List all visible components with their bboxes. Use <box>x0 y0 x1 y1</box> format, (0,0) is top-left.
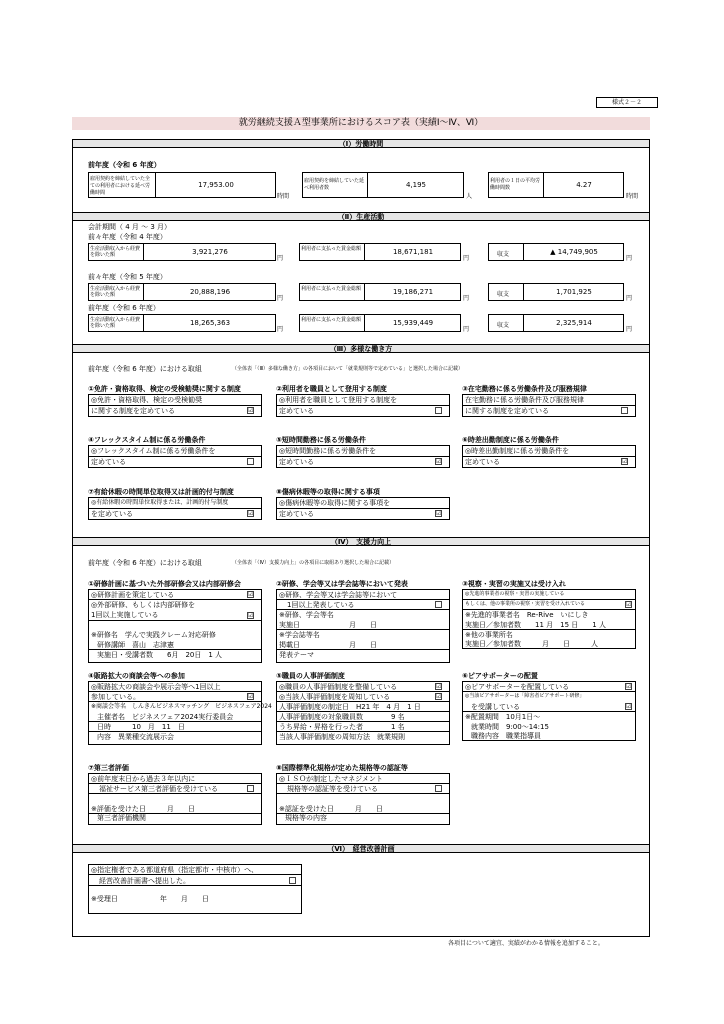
sec4-item5-title: ⑤職員の人事評価制度 <box>276 672 345 680</box>
sec2-row3-a-value: 18,265,363 <box>189 319 231 327</box>
sec3-item7-line1: ◎有給休暇の時間単位取得または、計画的付与制度 <box>91 499 229 506</box>
sec2-row3-b-value: 15,939,449 <box>392 319 434 327</box>
sec4-item3-line1: ◎先進的事業者の視察・実習の実施している <box>465 591 565 597</box>
sec3-item7-box <box>88 497 262 520</box>
sec3-item1-line2: に関する制度を定めている <box>91 407 175 415</box>
sec6-line1: ◎指定権者である都道府県（指定都市・中核市）へ、 <box>91 866 259 874</box>
sec4-item8-checkbox[interactable] <box>435 785 442 792</box>
sec4-item5-detail1: 人事評価制度の制定日 H21 年 4 月 1 日 <box>279 703 421 711</box>
sec2-row3-year: 前年度（令和 6 年度） <box>88 304 160 312</box>
sec4-item5-checkbox-2[interactable]: ☑ <box>436 693 442 700</box>
sec3-item6-line2: 定めている <box>465 458 500 466</box>
sec4-item2-line1: ◎研修、学会等又は学会誌等において <box>279 591 398 599</box>
sec4-item3-detail4: 実施日／参加者数 月 日 人 <box>465 640 598 648</box>
sec3-item1-title: ①免許・資格取得、検定の受検勧奨に関する制度 <box>88 385 241 393</box>
sec1-year: 前年度（令和 6 年度） <box>88 161 161 169</box>
sec4-item6-line1: ◎ピアサポーターを配置している <box>465 683 570 691</box>
sec4-item2-box <box>276 589 450 663</box>
sec2-row2-year: 前々年度（令和 5 年度） <box>88 273 167 281</box>
sec3-item4-line1: ◎フレックスタイム制に係る労働条件を <box>91 447 216 455</box>
sec3-item4-checkbox[interactable] <box>247 458 254 465</box>
sec2-row1-b-value: 18,671,181 <box>392 248 434 256</box>
sec2-row2-c-value: 1,701,925 <box>556 288 592 296</box>
sec2-unit: 円 <box>463 255 470 262</box>
sec2-row3-a <box>88 314 276 332</box>
sec4-item2-checkbox[interactable] <box>435 601 442 608</box>
title-bar <box>72 117 650 130</box>
sec4-item6-detail1: ※配置期間 10月1日～ <box>465 713 541 721</box>
sec2-row3-c-value: 2,325,914 <box>556 319 592 327</box>
sec1-f3-unit: 時間 <box>626 193 639 200</box>
sec3-item7-title: ⑦有給休暇の時間単位取得又は計画的付与制度 <box>88 488 234 496</box>
sec4-item4-title: ④販路拡大の商談会等への参加 <box>88 672 185 680</box>
sec4-item8-line1: ◎ＩＳＯが制定したマネジメント <box>279 775 383 783</box>
sec2-row1-year: 前々年度（令和 4 年度） <box>88 233 167 241</box>
sec6-checkbox[interactable] <box>289 877 296 884</box>
sec4-item4-line2: 参加している。 <box>91 693 140 701</box>
sec2-row1-a <box>88 243 276 261</box>
sec3-item5-title: ⑤短時間勤務に係る労働条件 <box>276 436 366 444</box>
section-4-header: （Ⅳ） 支援力向上 <box>72 537 650 546</box>
sec3-item6-checkbox[interactable]: ☑ <box>622 458 628 465</box>
sec4-note: （全体表「（Ⅳ）支援力向上」の各項目に取組あり選択した場合に記載） <box>232 560 395 566</box>
sec1-f3-value: 4.27 <box>576 181 592 189</box>
sec1-field-1 <box>88 172 276 198</box>
sec3-item3-title: ③在宅勤務に係る労働条件及び服務規律 <box>462 385 587 393</box>
sec3-item8-box <box>276 497 450 520</box>
page-title: 就労継続支援Ａ型事業所におけるスコア表（実績Ⅰ～Ⅳ、Ⅵ） <box>238 118 484 128</box>
sec4-item8-detail1: ※認証を受けた日 月 日 <box>279 805 383 813</box>
sec4-item7-checkbox[interactable] <box>247 785 254 792</box>
sec1-f1-unit: 時間 <box>277 193 290 200</box>
sec2-row1-c <box>488 243 624 261</box>
sec4-item7-line1: ◎前年度末日から過去３年以内に <box>91 775 196 783</box>
sec4-item3-detail2: 実施日／参加者数 11 月 15 日 1 人 <box>465 621 606 629</box>
sec4-item1-detail1: ※研修名 学んで実践クレーム対応研修 <box>91 631 216 639</box>
sec4-item4-checkbox[interactable]: ☑ <box>248 693 254 700</box>
sec4-item6-line2: ◎当該ピアサポーターは「障害者ピアサポート研修」 <box>465 693 585 699</box>
sec2-period: 会計期間（ 4 月 ～ 3 月） <box>88 223 172 231</box>
sec3-item6-line1: ◎時差出勤制度に係る労働条件を <box>465 447 570 455</box>
sec2-label-a: 生産活動収入から経費を除いた額 <box>90 317 141 329</box>
sec3-item3-box <box>462 394 636 417</box>
sec3-item1-line1: ◎免許・資格取得、検定の受検勧奨 <box>91 396 203 404</box>
sec4-item1-detail2: 研修講師 喜山 志津憲 <box>97 641 174 649</box>
sec1-f1-value: 17,953.00 <box>198 181 234 189</box>
sec2-row2-a-value: 20,888,196 <box>189 288 231 296</box>
sec4-item6-box <box>462 681 636 741</box>
sec4-item3-detail3: ※他の事業所名 <box>465 631 513 639</box>
sec2-label-a: 生産活動収入から経費を除いた額 <box>90 286 141 298</box>
section-2-header: （Ⅱ）生産活動 <box>72 212 650 221</box>
sec2-unit: 円 <box>277 295 284 302</box>
sec3-item2-line1: ◎利用者を職員として登用する制度を <box>279 396 398 404</box>
sec3-note: （全体表「（Ⅲ）多様な働き方」の各項目において「就業規則等で定めている」と選択した場合に記載） <box>232 366 463 372</box>
sec2-row2-b-value: 19,186,271 <box>392 288 434 296</box>
section-6-header: （Ⅵ） 経営改善計画 <box>72 844 650 853</box>
sec4-item5-detail2: 人事評価制度の対象職員数 9 名 <box>279 713 405 721</box>
form-number: 様式２－２ <box>611 99 642 106</box>
sec4-item6-title: ⑥ピアサポーターの配置 <box>462 672 538 680</box>
sec4-item5-line1: ◎職員の人事評価制度を整備している <box>279 683 398 691</box>
sec4-item8-box <box>276 773 450 825</box>
sec4-item1-box <box>88 589 262 663</box>
sec4-item6-checkbox-2[interactable]: ☑ <box>626 703 632 710</box>
sec3-item5-box <box>276 445 450 468</box>
sec4-item7-detail1: ※評価を受けた日 月 日 <box>91 805 195 813</box>
sec3-item4-title: ④フレックスタイム制に係る労働条件 <box>88 436 206 444</box>
sec3-intro: 前年度（令和 6 年度）における取組 <box>88 365 202 373</box>
sec2-label-c: 収支 <box>497 322 510 329</box>
sec4-item8-title: ⑧国際標準化規格が定めた規格等の認証等 <box>276 764 408 772</box>
sec3-item7-line2: を定めている <box>91 510 133 518</box>
sec4-item6-detail3: 職務内容 職業指導員 <box>471 732 541 740</box>
sec4-item2-title: ②研修、学会等又は学会誌等において発表 <box>276 580 408 588</box>
sec6-detail1: ※受理日 年 月 日 <box>91 895 209 903</box>
sec4-item2-line2: 1回以上発表している <box>287 601 355 609</box>
sec4-item7-line2: 福祉サービス第三者評価を受けている <box>99 785 218 793</box>
sec4-item1-line2: ◎外部研修、もしくは内部研修を <box>91 601 196 609</box>
sec2-row2-b <box>299 283 461 301</box>
sec2-unit: 円 <box>463 295 470 302</box>
sec3-item8-title: ⑧傷病休暇等の取得に関する事項 <box>276 488 380 496</box>
sec3-item2-line2: 定めている <box>279 407 314 415</box>
sec4-intro: 前年度（令和 6 年度）における取組 <box>88 559 202 567</box>
sec4-item6-checkbox-1[interactable]: ☑ <box>626 683 632 690</box>
sec3-item2-title: ②利用者を職員として登用する制度 <box>276 385 387 393</box>
sec4-item4-detail4: 内容 異業種交流展示会 <box>97 733 174 741</box>
sec3-item2-box <box>276 394 450 417</box>
sec4-item5-checkbox-1[interactable]: ☑ <box>436 683 442 690</box>
sec2-unit: 円 <box>277 326 284 333</box>
footer-note: 各項目について適宜、実績がわかる情報を追加すること。 <box>448 940 604 947</box>
sec1-field-2 <box>302 172 464 198</box>
sec2-row2-c <box>488 283 624 301</box>
sec4-item4-detail3: 日時 10 月 11 日 <box>97 723 185 731</box>
sec4-item2-detail3: ※学会誌等名 <box>279 631 320 639</box>
section-1-header: （Ⅰ）労働時間 <box>72 139 650 148</box>
sec4-item3-box <box>462 589 636 649</box>
sec4-item7-title: ⑦第三者評価 <box>88 764 129 772</box>
sec3-item6-box <box>462 445 636 468</box>
sec2-row3-c <box>488 314 624 332</box>
sec1-f2-value: 4,195 <box>405 181 427 189</box>
sec2-row1-b <box>299 243 461 261</box>
sec4-item4-detail1: ※商談会等名 しんきんビジネスマッチング ビジネスフェア2024 <box>91 703 272 710</box>
sec3-item4-line2: 定めている <box>91 458 126 466</box>
sec4-item1-line3: 1回以上実施している <box>91 611 159 619</box>
sec4-item1-line1: ◎研修計画を策定している <box>91 591 175 599</box>
sec4-item2-detail1: ※研修、学会等名 <box>279 611 334 619</box>
sec2-unit: 円 <box>626 295 633 302</box>
sec1-f3-label: 利用者の１日の平均労働時間数 <box>490 178 541 191</box>
sec4-item1-title: ①研修計画に基づいた外部研修会又は内部研修会 <box>88 580 241 588</box>
sec4-item7-box <box>88 773 262 825</box>
sec3-item6-title: ⑥時差出勤制度に係る労働条件 <box>462 436 559 444</box>
sec6-box <box>88 864 302 914</box>
sec4-item5-detail3: うち昇給・昇格を行った者 1 名 <box>279 723 405 731</box>
sec4-item4-detail2: 主催者名 ビジネスフェア2024実行委員会 <box>97 713 234 721</box>
sec3-item2-checkbox[interactable] <box>435 407 442 414</box>
sec4-item8-detail2: 規格等の内容 <box>285 814 327 822</box>
sec2-unit: 円 <box>463 326 470 333</box>
sec1-f2-label: 雇用契約を締結していた延べ利用者数 <box>304 178 365 191</box>
sec2-label-c: 収支 <box>497 291 510 298</box>
sec3-item3-line1: 在宅勤務に係る労働条件及び服務規律 <box>465 396 584 404</box>
sec3-item3-line2: に関する制度を定めている <box>465 407 549 415</box>
sec4-item3-line2: もしくは、他の事業所の視察・実習を受け入れている <box>465 601 586 607</box>
sec4-item4-box <box>88 681 272 745</box>
sec2-unit: 円 <box>626 255 633 262</box>
sec2-label-b: 利用者に支払った賃金総額 <box>301 246 362 252</box>
sec2-label-a: 生産活動収入から経費を除いた額 <box>90 246 141 258</box>
sec3-item3-checkbox[interactable] <box>621 407 628 414</box>
sec3-item5-line1: ◎短時間勤務に係る労働条件を <box>279 447 377 455</box>
sec2-row3-b <box>299 314 461 332</box>
sec2-row1-c-value: ▲ 14,749,905 <box>550 248 598 256</box>
sec4-item5-box <box>276 681 450 745</box>
sec4-item5-detail4: 当該人事評価制度の周知方法 就業規則 <box>279 733 405 741</box>
sec4-item2-detail2: 実施日 月 日 <box>279 621 377 629</box>
sec1-f1-label: 雇用契約を締結していた全ての利用者における延べ労働時間 <box>90 176 151 196</box>
sec1-field-3 <box>488 172 624 198</box>
sec4-item6-detail2: 就業時間 9:00～14:15 <box>471 723 549 731</box>
sec2-row2-a <box>88 283 276 301</box>
sec3-item5-line2: 定めている <box>279 458 314 466</box>
sec1-f2-unit: 人 <box>466 193 473 200</box>
sec3-item1-box <box>88 394 262 417</box>
sec3-item8-line1: ◎傷病休暇等の取得に関する事項を <box>279 499 391 507</box>
sec6-line2: 経営改善計画書へ提出した。 <box>99 877 190 885</box>
sec2-label-b: 利用者に支払った賃金総額 <box>301 286 362 292</box>
sec2-unit: 円 <box>277 255 284 262</box>
sec4-item8-line2: 規格等の認証等を受けている <box>287 785 378 793</box>
sec3-item5-checkbox[interactable]: ☑ <box>436 458 442 465</box>
sec4-item1-checkbox-2[interactable]: ☑ <box>248 612 254 619</box>
sec4-item2-detail5: 発表テーマ <box>279 651 314 659</box>
sec2-label-c: 収支 <box>497 251 510 258</box>
sec3-item8-checkbox[interactable]: ☑ <box>436 510 442 517</box>
sec2-unit: 円 <box>626 326 633 333</box>
sec2-label-b: 利用者に支払った賃金総額 <box>301 317 362 323</box>
sec4-item6-line3: を受講している <box>471 703 520 711</box>
sec4-item5-line2: ◎当該人事評価制度を周知している <box>279 693 391 701</box>
sec4-item4-line1: ◎販路拡大の商談会や展示会等へ1回以上 <box>91 683 221 691</box>
sec3-item1-checkbox[interactable]: ☑ <box>248 407 254 414</box>
sec3-item4-box <box>88 445 262 468</box>
sec4-item7-detail2: 第三者評価機関 <box>97 814 146 822</box>
sec4-item1-detail3: 実施日・受講者数 6月 20日 1 人 <box>97 651 223 659</box>
sec3-item7-checkbox[interactable]: ☑ <box>248 510 254 517</box>
sec2-row1-a-value: 3,921,276 <box>192 248 228 256</box>
sec4-item3-title: ③視察・実習の実施又は受け入れ <box>462 580 566 588</box>
sec3-item8-line2: 定めている <box>279 510 314 518</box>
section-3-header: （Ⅲ）多様な働き方 <box>72 344 650 353</box>
sec4-item2-detail4: 掲載日 月 日 <box>279 641 377 649</box>
sec4-item1-checkbox-1[interactable]: ☑ <box>248 591 254 598</box>
sec4-item3-checkbox[interactable]: ☑ <box>626 601 632 608</box>
sec4-item3-detail1: ※先進的事業者名 Re-Rive いにしき <box>465 611 589 619</box>
form-number-box <box>596 97 658 108</box>
